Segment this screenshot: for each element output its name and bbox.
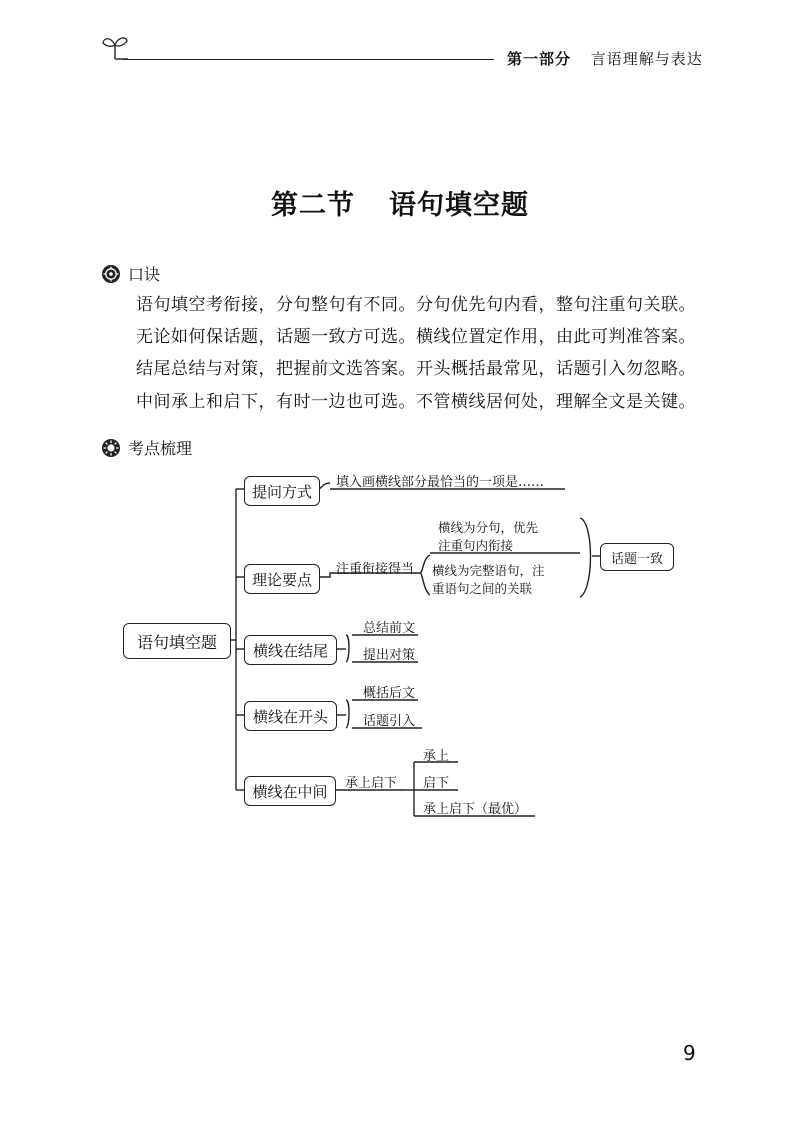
branch-blank-in-middle: 横线在中间 [244, 776, 336, 806]
connector-label-transition: 承上启下 [345, 776, 398, 791]
mindmap-root: 语句填空题 [123, 623, 231, 659]
branch-theory-points: 理论要点 [244, 564, 320, 594]
page-number: 9 [683, 1041, 696, 1065]
leaf-link-both: 承上启下（最优） [423, 802, 528, 817]
leaf-sentence-rule: 横线为完整语句，注 重语句之间的关联 [432, 563, 545, 596]
leaf-link-next: 启下 [423, 776, 450, 791]
branch-blank-at-end: 横线在结尾 [244, 635, 337, 665]
mnemonic-line: 无论如何保话题，话题一致方可选。横线位置定作用，由此可判准答案。 [136, 327, 696, 347]
leaf-link-previous: 承上 [423, 749, 450, 764]
conclusion-topic-consistency: 话题一致 [600, 543, 674, 571]
leaf-question-text: 填入画横线部分最恰当的一项是…… [336, 475, 545, 490]
mnemonic-line: 中间承上和启下，有时一边也可选。不管横线居何处，理解全文是关键。 [136, 392, 696, 412]
leaf-clause-rule: 横线为分句，优先 注重句内衔接 [438, 520, 539, 553]
header-part: 第一部分 [507, 50, 572, 68]
section-number: 第二节 [271, 190, 355, 221]
branch-blank-at-start: 横线在开头 [244, 701, 337, 731]
branch-question-format: 提问方式 [244, 476, 320, 506]
connector-label-cohesion: 注重衔接得当 [336, 562, 415, 577]
mnemonic-heading-text: 口诀 [128, 265, 161, 284]
mnemonic-line: 结尾总结与对策，把握前文选答案。开头概括最常见，话题引入勿忽略。 [136, 359, 696, 379]
leaf-topic-introduction: 话题引入 [363, 714, 416, 729]
leaf-summarize-following: 概括后文 [363, 686, 416, 701]
leaf-summarize-previous: 总结前文 [363, 621, 416, 636]
points-heading-text: 考点梳理 [128, 439, 193, 458]
leaf-propose-solution: 提出对策 [363, 648, 416, 663]
mnemonic-line: 语句填空考衔接，分句整句有不同。分句优先句内看，整句注重句关联。 [136, 295, 696, 315]
header-title: 言语理解与表达 [590, 50, 703, 68]
section-name: 语句填空题 [389, 190, 529, 221]
